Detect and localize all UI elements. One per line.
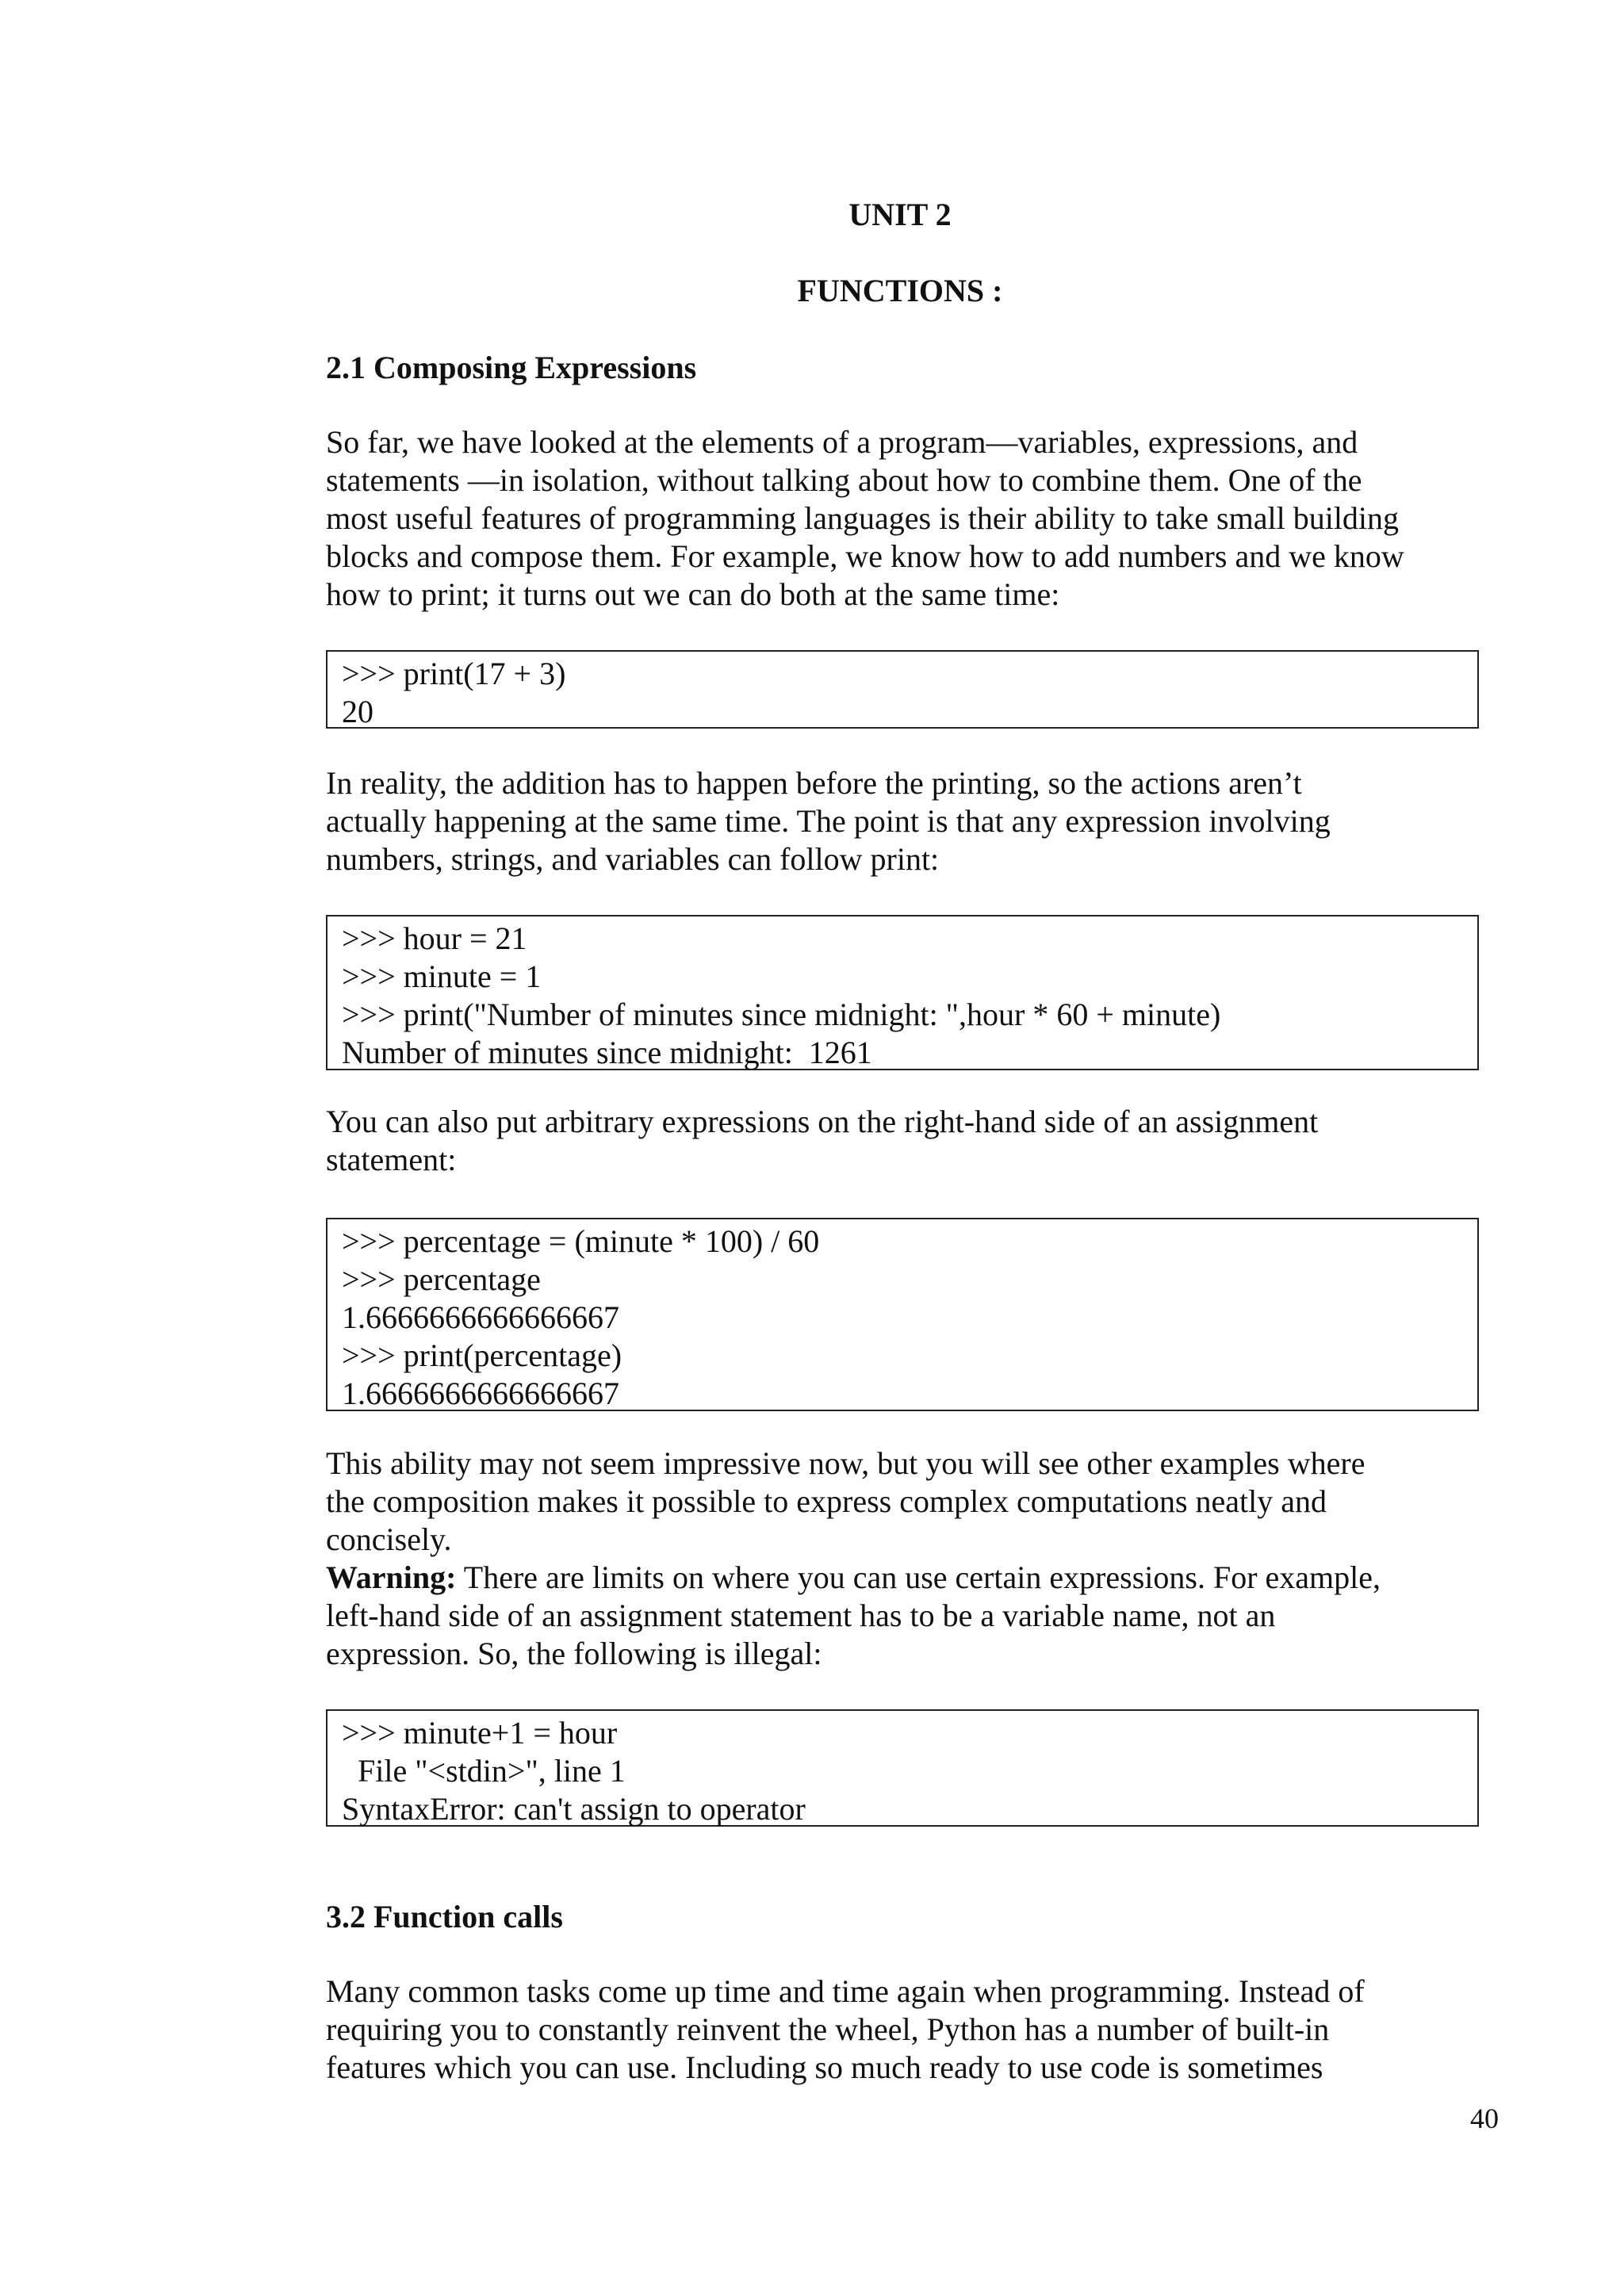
text-line: statement: — [326, 1142, 457, 1177]
text-line: You can also put arbitrary expressions on the right-hand side of an assignment — [326, 1104, 1319, 1139]
text-line: how to print; it turns out we can do both at the same time: — [326, 576, 1060, 612]
text-line: actually happening at the same time. The point is that any expression involving — [326, 803, 1331, 839]
code-line: 20 — [342, 694, 373, 729]
unit-subtitle: FUNCTIONS : — [797, 273, 1003, 308]
text-line: This ability may not seem impressive now, but you will see other examples where — [326, 1445, 1365, 1481]
text-line: expression. So, the following is illegal: — [326, 1636, 822, 1671]
code-box-minutes — [326, 915, 1479, 1070]
warning-line — [326, 1559, 1476, 1597]
text-line: statements —in isolation, without talking about how to combine them. One of the — [326, 462, 1362, 498]
text-line: blocks and compose them. For example, we know how to add numbers and we know — [326, 538, 1404, 574]
code-box-percentage — [326, 1218, 1479, 1411]
code-box-syntax-error — [326, 1709, 1479, 1827]
text-line: most useful features of programming languages is their ability to take small building — [326, 500, 1400, 536]
section-heading-function-calls: 3.2 Function calls — [326, 1899, 563, 1934]
text-line: requiring you to constantly reinvent the wheel, Python has a number of built-in — [326, 2011, 1330, 2047]
unit-title: UNIT 2 — [848, 197, 952, 232]
text-line: left-hand side of an assignment statement has to be a variable name, not an — [326, 1598, 1276, 1633]
code-line: >>> minute = 1 — [342, 959, 542, 994]
code-line: >>> minute+1 = hour — [342, 1715, 618, 1751]
page-number: 40 — [1470, 2103, 1499, 2134]
text-line: numbers, strings, and variables can follow print: — [326, 841, 940, 877]
paragraph-arbitrary-expressions — [326, 1103, 1476, 1179]
code-box-print-sum — [326, 650, 1479, 729]
text-line: the composition makes it possible to express complex computations neatly and — [326, 1483, 1327, 1519]
text-line: So far, we have looked at the elements of a program—variables, expressions, and — [326, 424, 1358, 460]
code-line: 1.6666666666666667 — [342, 1376, 619, 1411]
code-line: 1.6666666666666667 — [342, 1299, 619, 1335]
code-line: >>> hour = 21 — [342, 920, 527, 956]
text-line: features which you can use. Including so much ready to use code is sometimes — [326, 2049, 1323, 2085]
code-line: >>> percentage — [342, 1261, 541, 1297]
code-line: File "<stdin>", line 1 — [342, 1753, 626, 1789]
section-heading-composing-expressions: 2.1 Composing Expressions — [326, 350, 697, 385]
warning-label: Warning: — [326, 1559, 457, 1595]
warning-text: There are limits on where you can use certain expressions. For example, — [456, 1559, 1381, 1595]
code-line: >>> print(percentage) — [342, 1337, 622, 1373]
code-line: >>> print(17 + 3) — [342, 656, 566, 691]
paragraph-intro — [326, 423, 1476, 614]
paragraph-function-calls — [326, 1973, 1476, 2087]
code-line: >>> percentage = (minute * 100) / 60 — [342, 1223, 820, 1259]
text-line: In reality, the addition has to happen before the printing, so the actions aren’t — [326, 765, 1302, 801]
code-line: Number of minutes since midnight: 1261 — [342, 1035, 872, 1070]
text-line: Many common tasks come up time and time again when programming. Instead of — [326, 1973, 1365, 2009]
text-line: concisely. — [326, 1521, 452, 1557]
code-line: >>> print("Number of minutes since midnight: ",hour * 60 + minute) — [342, 997, 1221, 1032]
paragraph-composition — [326, 1445, 1476, 1673]
code-line: SyntaxError: can't assign to operator — [342, 1791, 806, 1827]
paragraph-reality — [326, 764, 1476, 878]
